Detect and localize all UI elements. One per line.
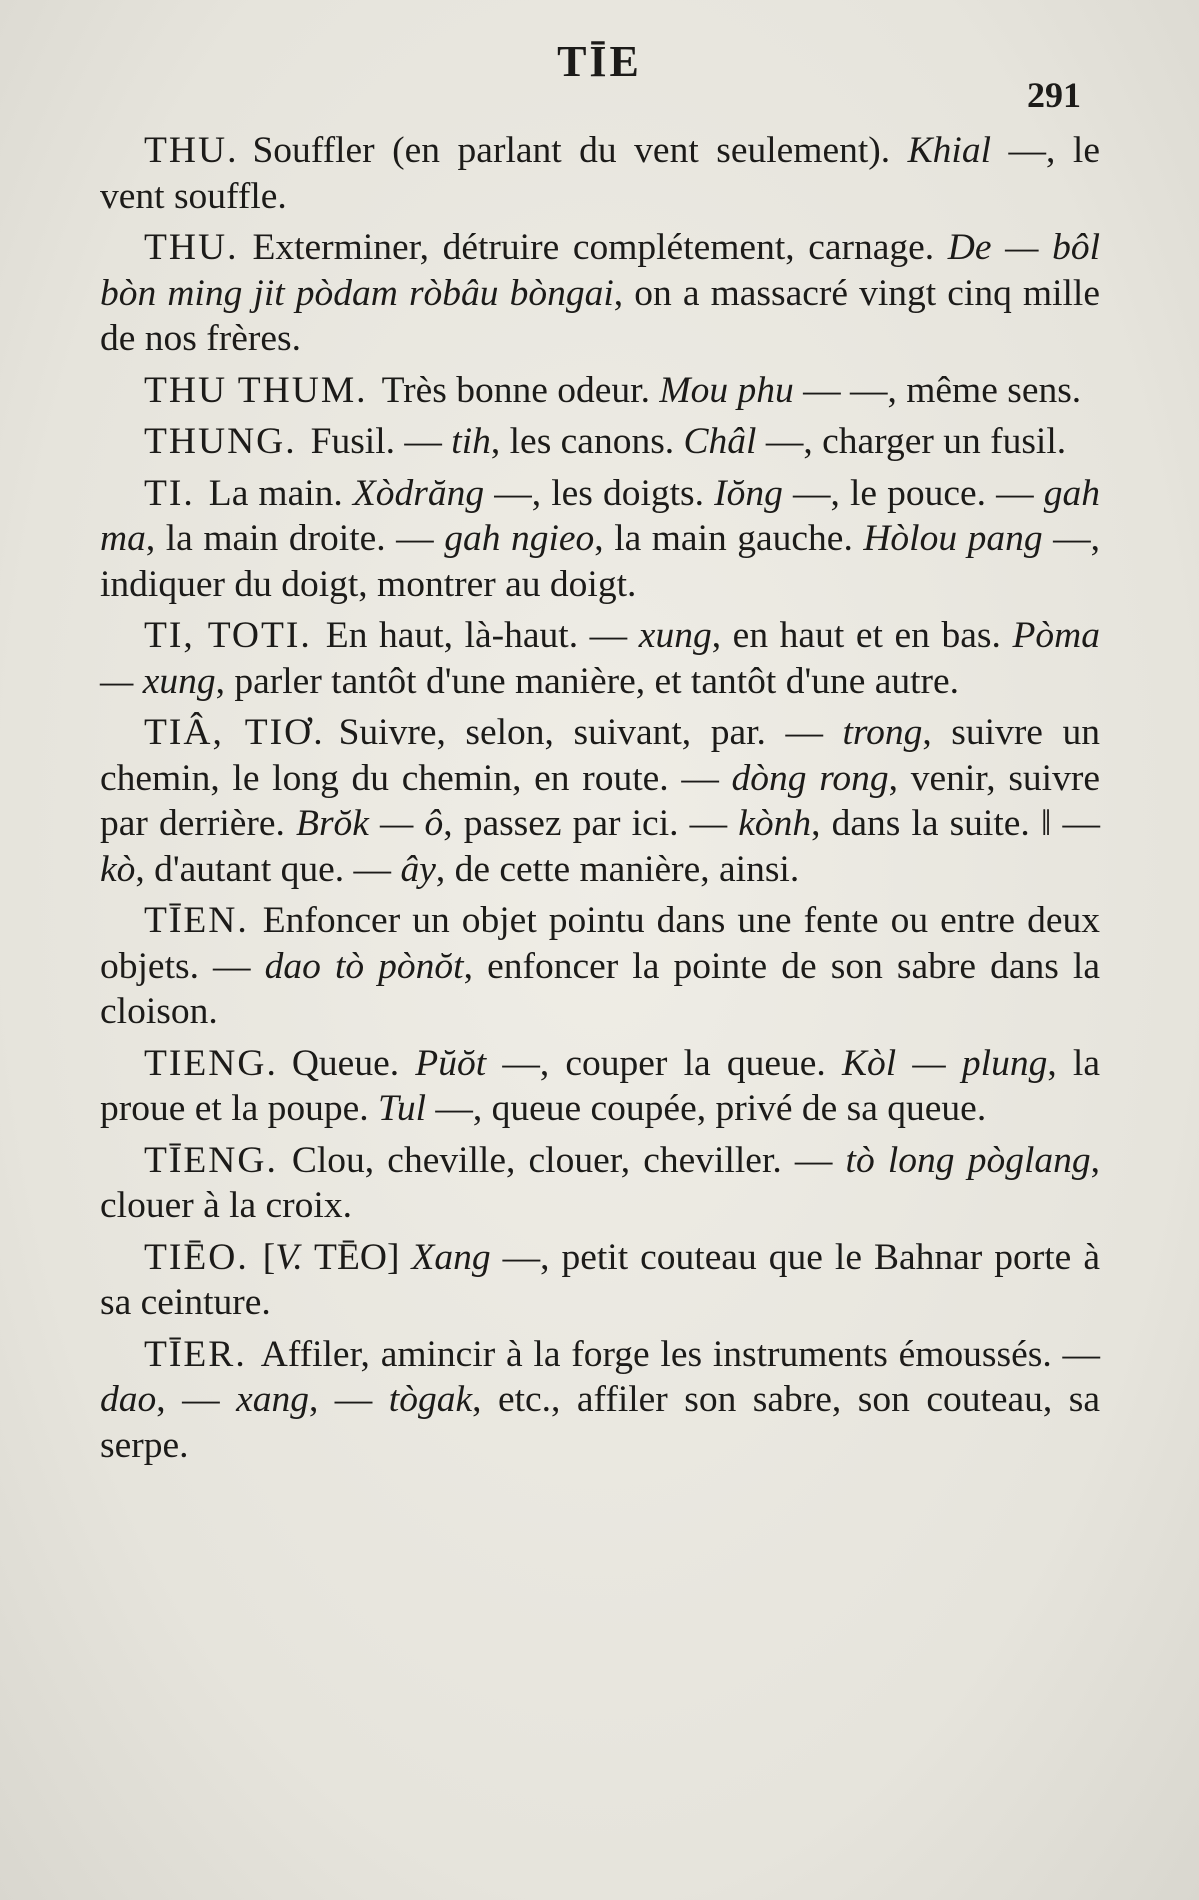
dictionary-entry: [100, 898, 1100, 1035]
french-gloss: Exterminer, détruire complétement, carnage.: [252, 227, 948, 268]
entry-headword: TIENG.: [144, 1042, 278, 1084]
bahnar-term: V.: [275, 1236, 303, 1278]
bahnar-term: Pŭŏt: [415, 1042, 487, 1084]
french-gloss: Fusil. —: [310, 421, 452, 462]
french-gloss: , suivre un chemin, le long du chemin, en route. —: [100, 712, 1100, 799]
french-gloss: , la proue et la poupe.: [100, 1042, 1100, 1129]
bahnar-term: kònh: [738, 803, 812, 844]
bahnar-term: Xòdrăng: [352, 472, 485, 514]
french-gloss: , parler tantôt d'une manière, et tantôt d'une autre.: [215, 660, 960, 702]
french-gloss: La main.: [208, 472, 353, 514]
french-gloss: Très bonne odeur.: [381, 369, 660, 411]
entry-headword: TI.: [144, 472, 195, 514]
entry-headword: TĪER.: [144, 1333, 247, 1375]
french-gloss: , en haut et en bas.: [711, 615, 1013, 656]
french-gloss: , on a massacré vingt cinq mille de nos frères.: [100, 272, 1100, 359]
french-gloss: Suivre, selon, suivant, par. —: [338, 712, 843, 753]
bahnar-term: Pòma — xung: [100, 615, 1100, 702]
french-gloss: , d'autant que. —: [135, 848, 401, 890]
french-gloss: —, queue coupée, privé de sa queue.: [426, 1088, 987, 1129]
bahnar-term: Hòlou pang: [863, 518, 1043, 559]
french-gloss: , clouer à la croix.: [100, 1139, 1100, 1226]
bahnar-term: Xang: [411, 1236, 491, 1278]
bahnar-term: dao tò pònŏt: [264, 945, 464, 987]
bahnar-term: Châl: [683, 421, 757, 462]
bahnar-term: tògak: [388, 1379, 473, 1420]
french-gloss: , passez par ici. —: [443, 803, 739, 844]
entry-headword: TIĒO.: [144, 1236, 249, 1278]
french-gloss: TĒO]: [302, 1236, 412, 1278]
french-gloss: Queue.: [291, 1042, 416, 1084]
entry-headword: THU.: [144, 130, 239, 171]
bahnar-term: trong: [842, 712, 923, 753]
bahnar-term: Iŏng: [714, 472, 783, 514]
dictionary-entry: [100, 1235, 1100, 1326]
french-gloss: [: [262, 1236, 276, 1278]
bahnar-term: dao: [100, 1379, 157, 1420]
dictionary-entry: [100, 613, 1100, 704]
bahnar-term: Tul: [378, 1088, 426, 1129]
bahnar-term: Kòl — plung: [842, 1042, 1048, 1084]
page-number: 291: [1027, 75, 1081, 115]
french-gloss: En haut, là-haut. —: [325, 615, 639, 656]
bahnar-term: ây: [400, 848, 436, 890]
running-header: TĪE: [557, 37, 642, 86]
french-gloss: , la main gauche.: [594, 518, 864, 559]
dictionary-entry: [100, 419, 1100, 465]
bahnar-term: dòng rong: [731, 757, 889, 799]
french-gloss: , etc., affiler son sabre, son couteau, sa serpe.: [100, 1379, 1101, 1466]
french-gloss: —, couper la queue.: [486, 1042, 842, 1084]
dictionary-entries: [100, 128, 1100, 1474]
bahnar-term: gah ma: [100, 472, 1100, 559]
dictionary-entry: [100, 1138, 1100, 1229]
bahnar-term: tò long pòglang: [845, 1139, 1091, 1181]
bahnar-term: kò: [100, 848, 136, 890]
french-gloss: —, les doigts.: [484, 472, 715, 514]
entry-headword: TIÂ, TIƠ.: [144, 712, 325, 753]
entry-headword: TĪENG.: [144, 1139, 278, 1181]
dictionary-entry: [100, 471, 1100, 608]
bahnar-term: De — bôl bòn ming jit pòdam ròbâu bòngai: [100, 227, 1100, 314]
french-gloss: —, indiquer du doigt, montrer au doigt.: [100, 518, 1101, 605]
french-gloss: Souffler (en parlant du vent seulement).: [252, 130, 908, 171]
french-gloss: , dans la suite. ‖ —: [811, 803, 1101, 844]
french-gloss: —, petit couteau que le Bahnar porte à sa ceinture.: [100, 1236, 1100, 1323]
french-gloss: —, le pouce. —: [782, 472, 1044, 514]
entry-headword: THU.: [144, 227, 239, 268]
bahnar-term: xang: [236, 1379, 309, 1420]
bahnar-term: tih: [451, 421, 491, 462]
french-gloss: Enfoncer un objet pointu dans une fente ou entre deux objets. —: [100, 900, 1100, 987]
french-gloss: —, charger un fusil.: [756, 421, 1067, 462]
french-gloss: Clou, cheville, clouer, cheviller. —: [291, 1139, 846, 1181]
entry-headword: THU THUM.: [144, 369, 368, 411]
french-gloss: Affiler, amincir à la forge les instruments émoussés. —: [260, 1333, 1100, 1375]
dictionary-entry: [100, 1332, 1100, 1469]
dictionary-entry: [100, 1041, 1100, 1132]
dictionary-entry: [100, 225, 1100, 362]
bahnar-term: xung: [638, 615, 712, 656]
bahnar-term: Mou phu: [659, 369, 794, 411]
french-gloss: — —, même sens.: [793, 369, 1082, 411]
dictionary-entry: [100, 128, 1100, 219]
french-gloss: , —: [308, 1379, 389, 1420]
bahnar-term: gah ngieo: [444, 518, 595, 559]
dictionary-entry: [100, 368, 1100, 414]
french-gloss: , les canons.: [490, 421, 684, 462]
entry-headword: THUNG.: [144, 421, 297, 462]
entry-headword: TĪEN.: [144, 900, 249, 941]
entry-headword: TI, TOTI.: [144, 615, 312, 656]
bahnar-term: Brŏk — ô: [296, 803, 444, 844]
bahnar-term: Khial: [907, 130, 992, 171]
french-gloss: , enfoncer la pointe de son sabre dans la cloison.: [100, 945, 1100, 1032]
french-gloss: —, le vent souffle.: [100, 130, 1100, 217]
french-gloss: , de cette manière, ainsi.: [435, 848, 800, 890]
french-gloss: , venir, suivre par derrière.: [100, 757, 1100, 844]
french-gloss: , —: [156, 1379, 237, 1420]
french-gloss: , la main droite. —: [145, 518, 445, 559]
dictionary-entry: [100, 710, 1100, 892]
